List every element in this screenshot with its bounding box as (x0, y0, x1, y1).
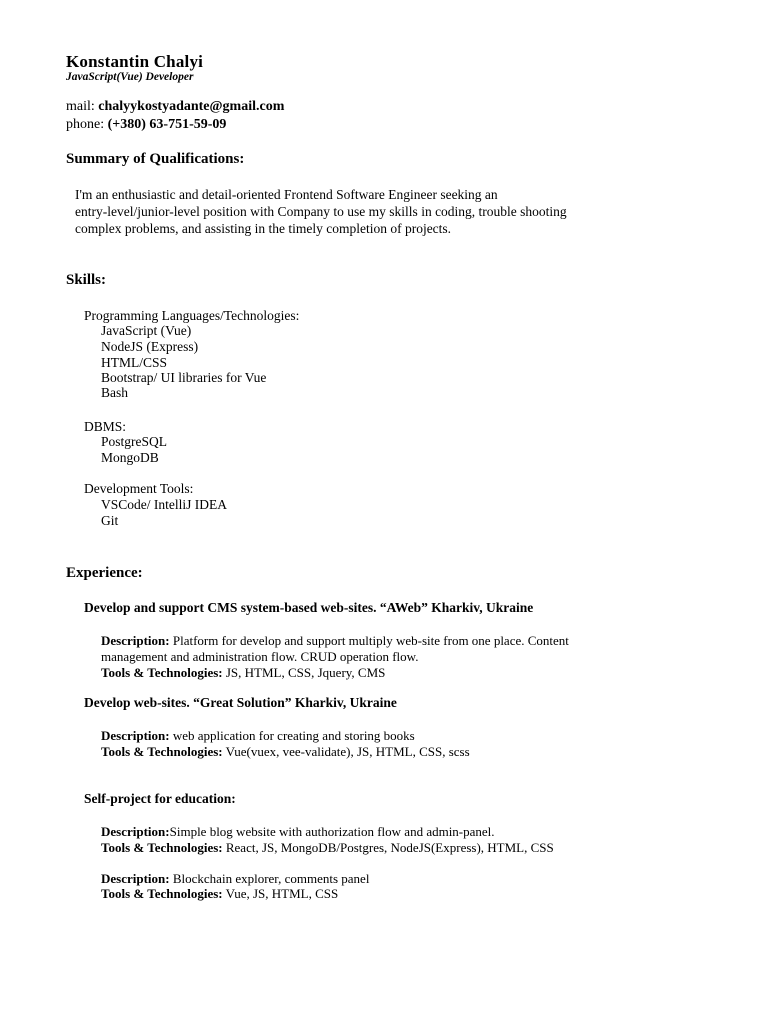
project-description (101, 824, 495, 840)
description-label: Description: (101, 871, 170, 886)
job-title: Develop web-sites. “Great Solution” Kharkiv, Ukraine (84, 695, 397, 710)
tools-label: Tools & Technologies: (101, 665, 223, 680)
skills-heading: Skills: (66, 272, 107, 288)
tools-label: Tools & Technologies: (101, 840, 223, 855)
skill-item: NodeJS (Express) (101, 339, 199, 354)
skill-item: HTML/CSS (101, 355, 168, 370)
skill-item: JavaScript (Vue) (101, 323, 192, 338)
description-text: web application for creating and storing books (172, 728, 415, 743)
description-text: Blockchain explorer, comments panel (172, 871, 370, 886)
job-title: Develop and support CMS system-based web-sites. “AWeb” Kharkiv, Ukraine (84, 600, 534, 615)
project-tools (101, 840, 554, 856)
skill-item: PostgreSQL (101, 434, 168, 449)
tools-text: JS, HTML, CSS, Jquery, CMS (225, 665, 386, 680)
project-description (101, 871, 369, 887)
job-description-continued: management and administration flow. CRUD operation flow. (101, 649, 419, 664)
description-label: Description: (101, 633, 170, 648)
tools-label: Tools & Technologies: (101, 886, 223, 901)
description-label: Description: (101, 824, 170, 839)
skill-item: Bash (101, 385, 128, 400)
tools-label: Tools & Technologies: (101, 744, 223, 759)
project-tools (101, 886, 338, 902)
skill-item: MongoDB (101, 450, 159, 465)
mail-label: mail: (66, 99, 95, 114)
tools-text: Vue(vuex, vee-validate), JS, HTML, CSS, scss (225, 744, 470, 759)
candidate-name: Konstantin Chalyi (66, 52, 204, 71)
summary-line: I'm an enthusiastic and detail-oriented Frontend Software Engineer seeking an (75, 187, 498, 202)
description-text: Simple blog website with authorization flow and admin-panel. (169, 824, 495, 839)
skill-item: Bootstrap/ UI libraries for Vue (101, 370, 267, 385)
summary-line: complex problems, and assisting in the timely completion of projects. (75, 221, 452, 236)
skill-item: Git (101, 513, 119, 528)
job-tools (101, 744, 470, 760)
summary-text (75, 186, 655, 237)
phone-value: (+380) 63-751-59-09 (107, 117, 227, 132)
job-description (101, 728, 415, 744)
job-tools (101, 665, 385, 681)
contact-mail (66, 99, 284, 115)
experience-heading: Experience: (66, 565, 143, 581)
tools-text: Vue, JS, HTML, CSS (225, 886, 339, 901)
skills-group-title: DBMS: (84, 419, 127, 434)
skills-group-title: Programming Languages/Technologies: (84, 308, 300, 323)
contact-phone (66, 117, 226, 133)
skills-group-title: Development Tools: (84, 481, 194, 496)
description-label: Description: (101, 728, 170, 743)
skill-item: VSCode/ IntelliJ IDEA (101, 497, 227, 512)
mail-value: chalyykostyadante@gmail.com (98, 99, 285, 114)
job-description (101, 633, 569, 649)
tools-text: React, JS, MongoDB/Postgres, NodeJS(Express), HTML, CSS (225, 840, 554, 855)
summary-line: entry-level/junior-level position with Company to use my skills in coding, trouble shooting (75, 204, 567, 219)
description-text: Platform for develop and support multiply web-site from one place. Content (172, 633, 569, 648)
candidate-role: JavaScript(Vue) Developer (66, 71, 194, 83)
phone-label: phone: (66, 117, 105, 132)
self-project-title: Self-project for education: (84, 791, 236, 806)
summary-heading: Summary of Qualifications: (66, 151, 245, 167)
